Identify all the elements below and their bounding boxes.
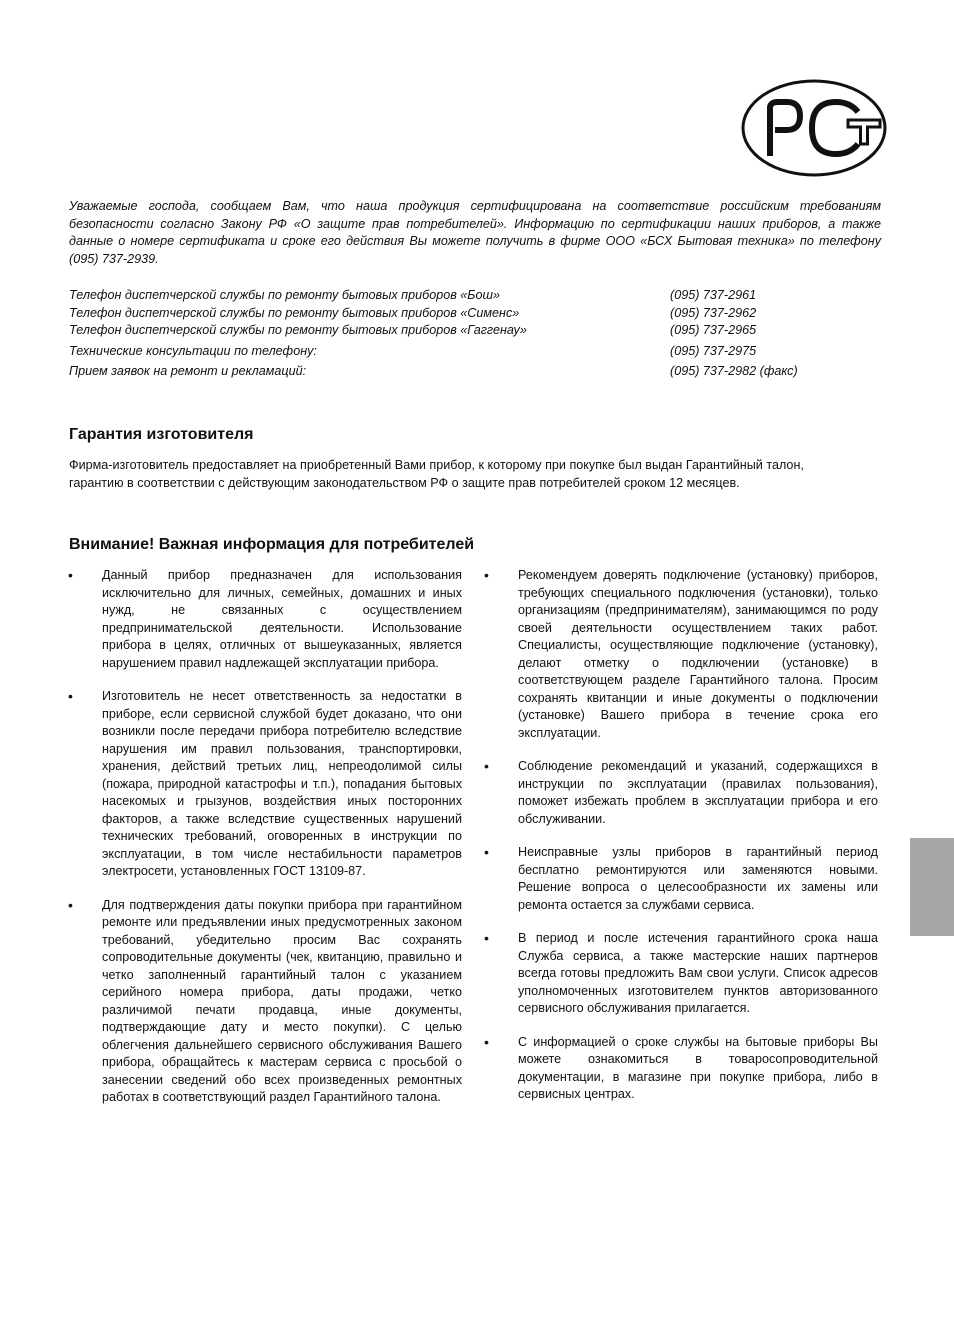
list-item — [484, 567, 894, 742]
list-item — [484, 758, 894, 828]
list-item-text: С информацией о сроке службы на бытовые приборы Вы можете ознакомиться в товаросопроводительной документации, в магазине при покупке прибора, либо в сервисных центрах. — [518, 1034, 878, 1101]
attention-column-left — [68, 567, 478, 1123]
phone-row — [69, 363, 881, 381]
phone-label: Технические консультации по телефону: — [69, 343, 317, 358]
rst-certification-mark-icon — [740, 78, 888, 178]
phone-label: Телефон диспетчерской службы по ремонту бытовых приборов «Сименс» — [69, 305, 520, 320]
phone-label: Телефон диспетчерской службы по ремонту бытовых приборов «Гаггенау» — [69, 323, 527, 337]
phone-number: (095) 737-2965 — [670, 323, 757, 337]
list-item-text: В период и после истечения гарантийного срока наша Служба сервиса, а также мастерские наших партнеров всегда готовы предложить Вам свои услуги. Список адресов уполномоченных изготовителем пунктов авторизованного сервисного обслуживания прилагается. — [518, 931, 878, 1015]
phone-number: (095) 737-2961 — [670, 288, 757, 302]
phone-row — [69, 287, 881, 305]
service-phone-list — [69, 287, 881, 381]
bullet-icon: • — [68, 688, 73, 704]
phone-number: (095) 737-2975 — [670, 343, 757, 358]
list-item-text: Для подтверждения даты покупки прибора при гарантийном ремонте или предъявлении иных предусмотренных законом требований, убедительно просим Вас сохранять сопроводительные документы (чек, квитанцию, правильно и четко заполненный гарантийный талон с указанием серийного номера прибора, даты продажи, четко различимой печати продавца, иные документы, подтверждающие дату и место покупки). С целью облегчения дальнейшего сервисного обслуживания Вашего прибора, обращайтесь к мастерам сервиса с просьбой о занесении сведений обо всех произведенных ремонтных работах в соответствующий раздел Гарантийного талона. — [102, 897, 462, 1104]
certification-intro: Уважаемые господа, сообщаем Вам, что наша продукция сертифицирована на соответствие российским требованиям безопасности согласно Закону РФ «О защите прав потребителей». Информацию по сертификации наших приборов, а также данные о номере сертификата и сроке его действия Вы можете получить в фирме ООО «БСХ Бытовая техника» по телефону (095) 737-2939. — [69, 199, 881, 266]
side-thumb-tab — [910, 838, 954, 936]
warranty-text: Фирма-изготовитель предоставляет на приобретенный Вами прибор, к которому при покупке был выдан Гарантийный талон, гарантию в соответствии с действующим законодательством РФ о защите прав потребителей сроком 12 месяцев. — [69, 458, 804, 490]
warranty-heading: Гарантия изготовителя — [69, 426, 254, 443]
phone-label: Прием заявок на ремонт и рекламаций: — [69, 364, 307, 378]
bullet-icon: • — [484, 567, 489, 583]
list-item-text: Изготовитель не несет ответственность за недостатки в приборе, если сервисной службой будет доказано, что они возникли после передачи прибора потребителю вследствие нарушения им правил пользования, транспортировки, хранения, действий третьих лиц, непреодолимой силы (пожара, природной катастрофы и т.п.), попадания бытовых насекомых и грызунов, воздействия иных посторонних факторов, а также вследствие существенных нарушений технических требований, оговоренных в инструкции по эксплуатации, в том числе нестабильности параметров электросети, установленных ГОСТ 13109-87. — [102, 689, 462, 878]
list-item — [68, 897, 478, 1107]
list-item-text: Данный прибор предназначен для использования исключительно для личных, семейных, домашних и иных нужд, не связанных с осуществлением предпринимательской деятельности. Использование прибора в целях, отличных от вышеуказанных, является нарушением правил надлежащей эксплуатации прибора. — [102, 568, 462, 670]
phone-number: (095) 737-2962 — [670, 305, 757, 320]
attention-column-right — [484, 567, 894, 1120]
bullet-icon: • — [68, 567, 73, 583]
list-item-text: Неисправные узлы приборов в гарантийный период бесплатно ремонтируются или заменяются новыми. Решение вопроса о целесообразности их замены или ремонта остается за службами сервиса. — [518, 845, 878, 912]
list-item — [484, 844, 894, 914]
bullet-icon: • — [484, 1033, 489, 1050]
phone-number: (095) 737-2982 (факс) — [670, 364, 798, 378]
bullet-icon: • — [484, 844, 489, 860]
list-item — [68, 688, 478, 881]
list-item — [484, 930, 894, 1018]
bullet-icon: • — [68, 896, 73, 913]
phone-row — [69, 305, 881, 323]
phone-row — [69, 322, 881, 340]
phone-row — [69, 343, 881, 361]
bullet-icon: • — [484, 930, 489, 946]
list-item-text: Соблюдение рекомендаций и указаний, содержащихся в инструкции по эксплуатации (правилах пользования), поможет избежать проблем в эксплуатации прибора и его обслуживании. — [518, 759, 878, 826]
list-item — [484, 1034, 894, 1104]
attention-heading: Внимание! Важная информация для потребителей — [69, 536, 475, 553]
list-item-text: Рекомендуем доверять подключение (установку) приборов, требующих специального подключения (установки), только организациям (предпринимателям), занимающимся по роду своей деятельности осуществлением таких работ. Специалисты, осуществляющие подключение (установку), делают отметку о подключении (установке) в соответствующем разделе Гарантийного талона. Просим сохранять квитанции и иные документы о подключении (установке) Вашего прибора в течение срока его эксплуатации. — [518, 568, 878, 740]
list-item — [68, 567, 478, 672]
phone-label: Телефон диспетчерской службы по ремонту бытовых приборов «Бош» — [69, 288, 500, 302]
bullet-icon: • — [484, 758, 489, 774]
